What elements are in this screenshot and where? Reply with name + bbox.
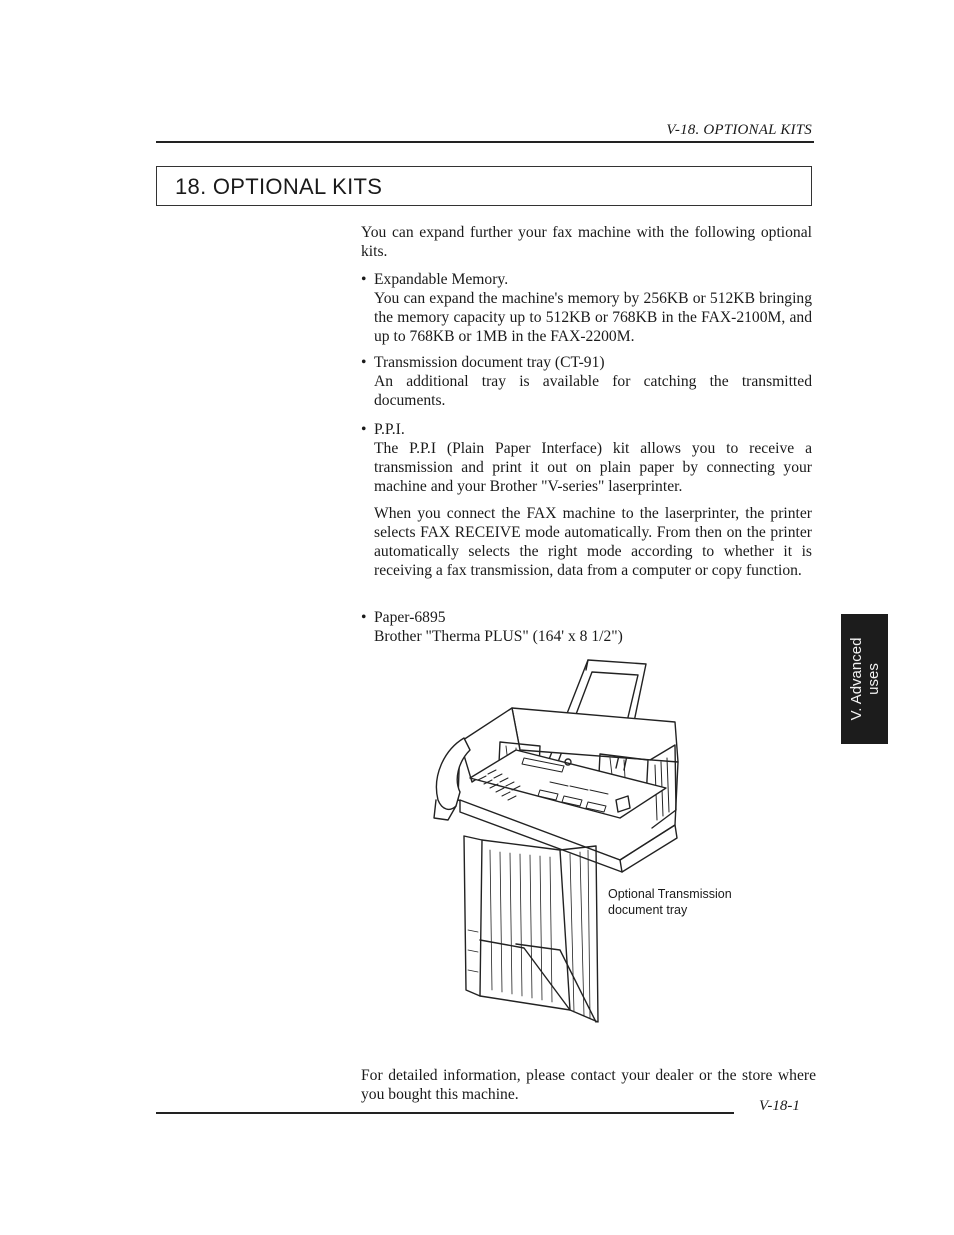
control-panel: [470, 750, 666, 818]
closing-paragraph: For detailed information, please contact your dealer or the store where you bought this machine.: [361, 1067, 816, 1103]
chapter-tab-line: V. Advanced: [847, 637, 865, 721]
list-item-title: [361, 353, 812, 372]
bullet: •: [361, 354, 367, 371]
intro-paragraph: You can expand further your fax machine with the following optional kits.: [361, 224, 812, 260]
list-item-body: When you connect the FAX machine to the laserprinter, the printer selects FAX RECEIVE mode automatically. From then on the printer automatically selects the right mode according to whether it is receiving a fax transmission, data from a computer or copy function.: [374, 505, 812, 579]
chapter-tab-label: [848, 638, 882, 721]
figure-caption-line: Optional Transmission: [608, 887, 732, 901]
page-number: V-18-1: [759, 1098, 800, 1114]
section-title: 18. OPTIONAL KITS: [175, 174, 383, 199]
list-item-heading: Expandable Memory.: [374, 271, 509, 288]
footer-rule: [156, 1112, 734, 1114]
list-item-title: [361, 420, 812, 439]
list-item-body: The P.P.I (Plain Paper Interface) kit allows you to receive a transmission and print it out on plain paper by connecting your machine and your Brother "V-series" laserprinter.: [374, 440, 812, 495]
running-head: V-18. OPTIONAL KITS: [666, 122, 812, 138]
list-item-heading: P.P.I.: [374, 421, 405, 438]
list-item-ppi: [361, 420, 812, 580]
header-rule: [156, 141, 814, 143]
section-title-box: [156, 166, 812, 206]
list-item-title: [361, 270, 812, 289]
list-item-heading: Paper-6895: [374, 609, 446, 626]
list-item-heading: Transmission document tray (CT-91): [374, 354, 605, 371]
list-item-transmission-tray: [361, 353, 812, 410]
list-item-paper: [361, 608, 812, 646]
list-item-body: You can expand the machine's memory by 256KB or 512KB bringing the memory capacity up to 512KB or 768KB in the FAX-2100M, and up to 768KB or 1MB in the FAX-2200M.: [374, 290, 812, 345]
bullet: •: [361, 609, 367, 626]
list-item-body: Brother "Therma PLUS" (164' x 8 1/2"): [374, 628, 623, 645]
chapter-tab-line: uses: [864, 663, 882, 695]
bullet: •: [361, 271, 367, 288]
fax-machine-illustration: [420, 650, 720, 1030]
list-item-title: [361, 608, 812, 627]
chapter-tab: [841, 614, 888, 744]
figure-caption-line: document tray: [608, 903, 688, 917]
list-item-expandable-memory: [361, 270, 812, 346]
bullet: •: [361, 421, 367, 438]
list-item-body: An additional tray is available for catching the transmitted documents.: [374, 373, 812, 409]
figure-caption: [608, 886, 732, 918]
document-tray: [464, 836, 598, 1022]
